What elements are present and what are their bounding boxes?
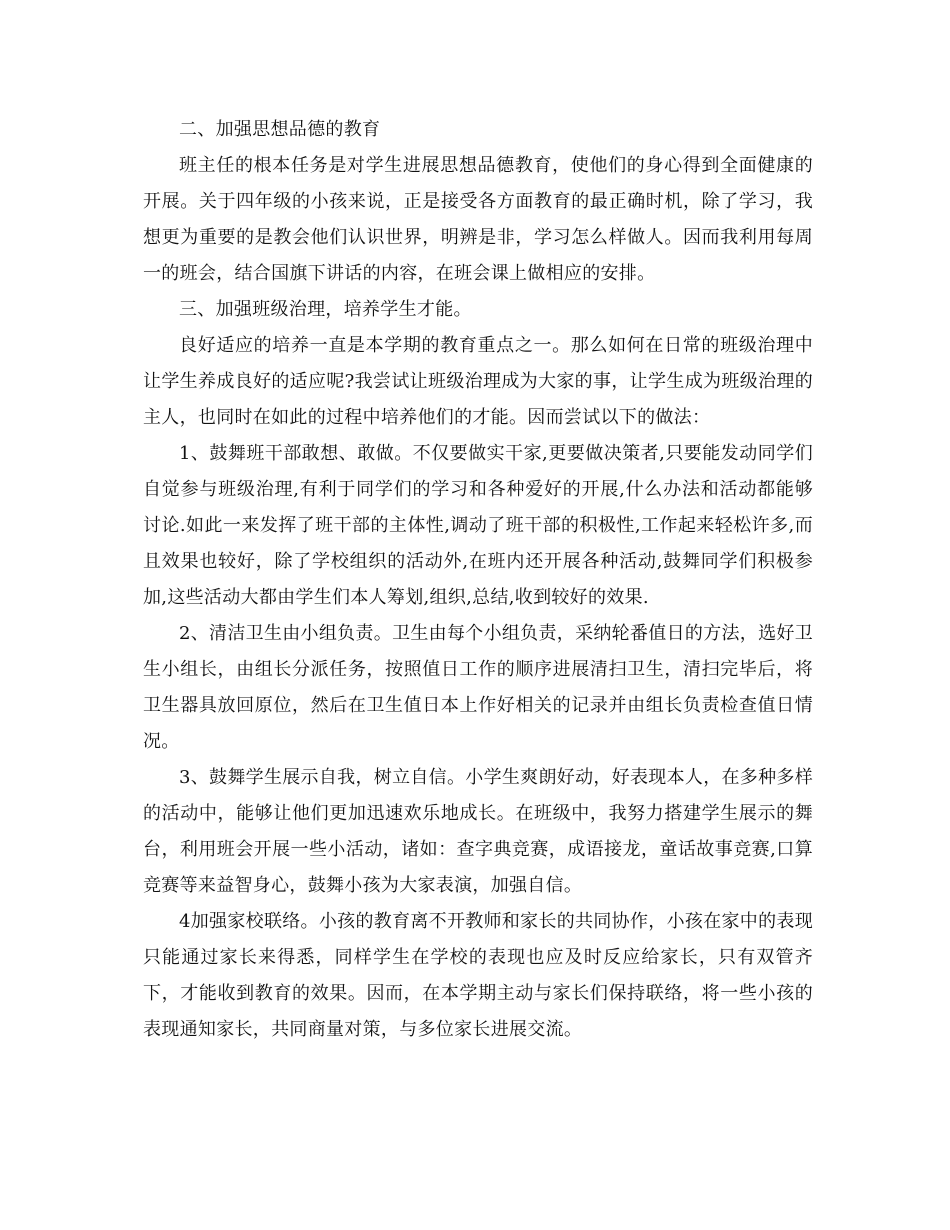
paragraph-moral-education: 班主任的根本任务是对学生进展思想品德教育，使他们的身心得到全面健康的开展。关于四年级的小孩来说，正是接受各方面教育的最正确时机，除了学习，我想更为重要的是教会他们认识世界，明辨是非，学习怎么样做人。因而我利用每周一的班会，结合国旗下讲话的内容，在班会课上做相应的安排。	[143, 155, 813, 284]
paragraph-item-self-display: 3、鼓舞学生展示自我，树立自信。小学生爽朗好动，好表现本人，在多种多样的活动中，能够让他们更加迅速欢乐地成长。在班级中，我努力搭建学生展示的舞台，利用班会开展一些小活动，诸如：查字典竞赛，成语接龙，童话故事竞赛,口算竞赛等来益智身心，鼓舞小孩为大家表演，加强自信。	[143, 767, 813, 896]
document-body	[143, 112, 813, 1048]
paragraph-habit-training: 良好适应的培养一直是本学期的教育重点之一。那么如何在日常的班级治理中让学生养成良好的适应呢?我尝试让班级治理成为大家的事，让学生成为班级治理的主人，也同时在如此的过程中培养他们的才能。因而尝试以下的做法：	[143, 335, 813, 428]
paragraph-item-home-school: 4加强家校联络。小孩的教育离不开教师和家长的共同协作，小孩在家中的表现只能通过家长来得悉，同样学生在学校的表现也应及时反应给家长，只有双管齐下，才能收到教育的效果。因而，在本学期主动与家长们保持联络，将一些小孩的表现通知家长，共同商量对策，与多位家长进展交流。	[143, 911, 813, 1040]
section-heading-class-management: 三、加强班级治理，培养学生才能。	[179, 299, 472, 320]
paragraph-item-class-cadres: 1、鼓舞班干部敢想、敢做。不仅要做实干家,更要做决策者,只要能发动同学们自觉参与班级治理,有利于同学们的学习和各种爱好的开展,什么办法和活动都能够讨论.如此一来发挥了班干部的主体性,调动了班干部的积极性,工作起来轻松许多,而且效果也较好，除了学校组织的活动外,在班内还开展各种活动,鼓舞同学们积极参加,这些活动大都由学生们本人筹划,组织,总结,收到较好的效果.	[143, 443, 813, 608]
paragraph-item-cleaning: 2、清洁卫生由小组负责。卫生由每个小组负责，采纳轮番值日的方法，选好卫生小组长，由组长分派任务，按照值日工作的顺序进展清扫卫生，清扫完毕后，将卫生器具放回原位，然后在卫生值日本上作好相关的记录并由组长负责检查值日情况。	[143, 623, 813, 752]
section-heading-moral-education: 二、加强思想品德的教育	[179, 119, 381, 140]
